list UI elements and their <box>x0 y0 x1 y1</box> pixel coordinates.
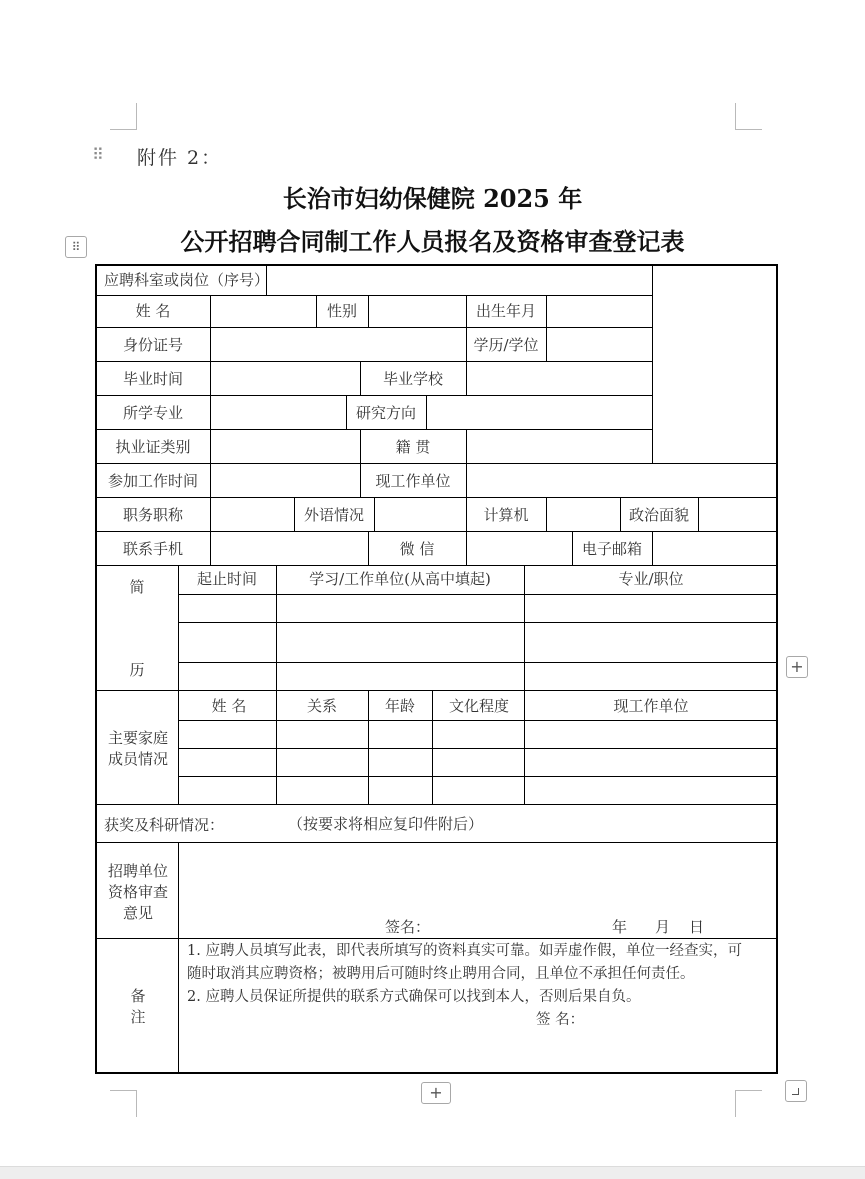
major-label: 所学专业 <box>122 404 184 422</box>
review-year: 年 <box>612 918 628 936</box>
native-place-label: 籍 贯 <box>395 438 431 456</box>
id-card-label: 身份证号 <box>122 336 184 354</box>
family-col-age: 年龄 <box>384 697 416 715</box>
family-label-line2: 成员情况 <box>107 750 169 768</box>
review-day: 日 <box>689 918 705 936</box>
resume-col-period: 起止时间 <box>196 570 258 588</box>
computer-label: 计算机 <box>483 506 529 524</box>
political-label: 政治面貌 <box>628 506 690 524</box>
family-col-relation: 关系 <box>306 697 338 715</box>
remarks-signature: 签 名： <box>536 1012 585 1028</box>
awards-label: 获奖及科研情况： <box>104 816 225 834</box>
current-employer-label: 现工作单位 <box>375 472 451 490</box>
family-col-education: 文化程度 <box>448 697 510 715</box>
awards-note: （按要求将相应复印件附后） <box>288 815 484 833</box>
wechat-label: 微 信 <box>399 540 435 558</box>
work-start-label: 参加工作时间 <box>107 472 199 490</box>
education-label: 学历/学位 <box>473 336 539 354</box>
family-col-name: 姓 名 <box>211 697 247 715</box>
foreign-lang-label: 外语情况 <box>303 506 365 524</box>
resume-label-bottom: 历 <box>129 661 145 679</box>
review-label-line2: 资格审查 <box>107 883 169 901</box>
family-label-line1: 主要家庭 <box>107 729 169 747</box>
license-label: 执业证类别 <box>115 438 191 456</box>
status-bar <box>0 1166 865 1179</box>
email-label: 电子邮箱 <box>581 540 643 558</box>
paragraph-drag-handle-icon[interactable]: ⠿ <box>92 145 104 164</box>
attachment-label: 附件 2： <box>137 147 223 169</box>
name-label: 姓 名 <box>135 302 171 320</box>
position-label: 应聘科室或岗位（序号） <box>104 271 270 289</box>
table-move-handle-icon[interactable]: ⠿ <box>65 236 87 258</box>
table-resize-icon[interactable] <box>785 1080 807 1102</box>
gender-label: 性别 <box>326 302 358 320</box>
remarks-line2: 随时取消其应聘资格；被聘用后可随时终止聘用合同，且单位不承担任何责任。 <box>187 966 695 982</box>
phone-label: 联系手机 <box>122 540 184 558</box>
grad-time-label: 毕业时间 <box>122 370 184 388</box>
resume-label-top: 简 <box>129 578 145 596</box>
grad-school-label: 毕业学校 <box>382 370 444 388</box>
resume-col-unit: 学习/工作单位(从高中填起) <box>309 570 491 588</box>
remarks-line1: 1. 应聘人员填写此表，即代表所填写的资料真实可靠。如弄虚作假，单位一经查实，可 <box>187 943 742 959</box>
remarks-label-line1: 备 <box>130 987 146 1005</box>
review-signature: 签名： <box>385 918 431 936</box>
review-month: 月 <box>655 918 671 936</box>
add-column-button[interactable]: + <box>786 656 808 678</box>
review-label-line3: 意见 <box>122 904 154 922</box>
title-label: 职务职称 <box>122 506 184 524</box>
add-row-button[interactable]: + <box>421 1082 451 1104</box>
remarks-line3: 2. 应聘人员保证所提供的联系方式确保可以找到本人，否则后果自负。 <box>187 989 641 1005</box>
research-label: 研究方向 <box>355 404 417 422</box>
family-col-employer: 现工作单位 <box>613 697 689 715</box>
birth-label: 出生年月 <box>475 302 537 320</box>
page-title-line1: 长治市妇幼保健院 2025 年 <box>282 184 583 213</box>
page-title-line2: 公开招聘合同制工作人员报名及资格审查登记表 <box>180 227 685 256</box>
resume-col-role: 专业/职位 <box>618 570 684 588</box>
remarks-label-line2: 注 <box>130 1008 146 1026</box>
review-label-line1: 招聘单位 <box>107 862 169 880</box>
